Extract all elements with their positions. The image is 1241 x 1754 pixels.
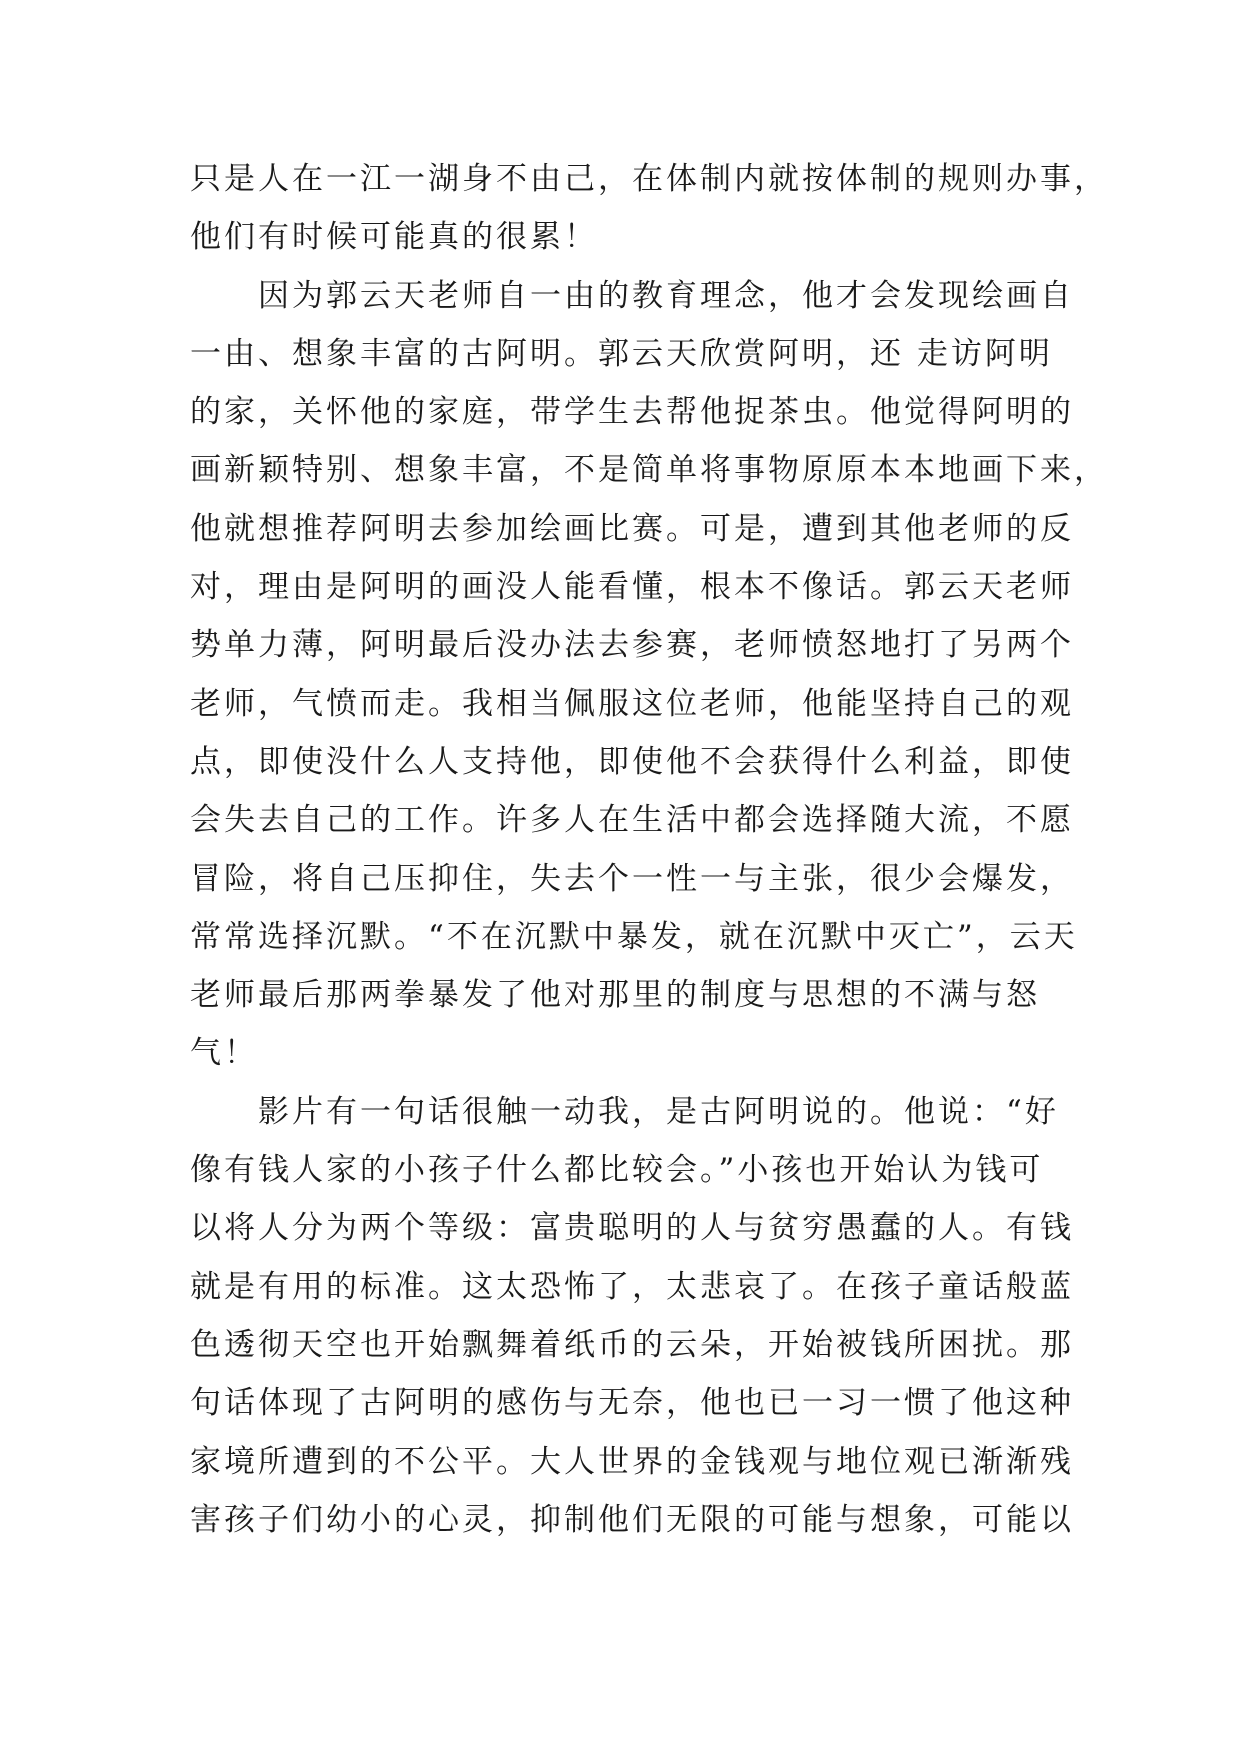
text-line: 的家，关怀他的家庭，带学生去帮他捉茶虫。他觉得阿明的 — [190, 394, 1074, 431]
text-line: 家境所遭到的不公平。大人世界的金钱观与地位观已渐渐残 — [190, 1443, 1074, 1480]
text-line: 对，理由是阿明的画没人能看懂，根本不像话。郭云天老师 — [190, 569, 1074, 606]
document-body — [190, 150, 1108, 1549]
text-line: 常常选择沉默。“不在沉默中暴发，就在沉默中灭亡”，云天 — [190, 918, 1078, 955]
text-line: 就是有用的标准。这太恐怖了，太悲哀了。在孩子童话般蓝 — [190, 1268, 1074, 1305]
text-line: 冒险，将自己压抑住，失去个一性一与主张，很少会爆发， — [190, 860, 1074, 897]
text-line: 势单力薄，阿明最后没办法去参赛，老师愤怒地打了另两个 — [190, 627, 1074, 664]
paragraph-first-line: 因为郭云天老师自一由的教育理念，他才会发现绘画自 — [258, 277, 1074, 314]
text-line: 他就想推荐阿明去参加绘画比赛。可是，遭到其他老师的反 — [190, 510, 1074, 547]
text-line: 句话体现了古阿明的感伤与无奈，他也已一习一惯了他这种 — [190, 1385, 1074, 1422]
text-line: 只是人在一江一湖身不由己，在体制内就按体制的规则办事， — [190, 161, 1108, 197]
text-line: 一由、想象丰富的古阿明。郭云天欣赏阿明，还 走访阿明 — [190, 335, 1053, 372]
text-line: 害孩子们幼小的心灵，抑制他们无限的可能与想象，可能以 — [190, 1501, 1074, 1538]
text-line: 像有钱人家的小孩子什么都比较会。”小孩也开始认为钱可 — [190, 1152, 1044, 1189]
text-line: 以将人分为两个等级：富贵聪明的人与贫穷愚蠢的人。有钱 — [190, 1210, 1074, 1247]
text-line: 老师最后那两拳暴发了他对那里的制度与思想的不满与怒 — [190, 977, 1040, 1014]
text-line: 画新颖特别、想象丰富，不是简单将事物原原本本地画下来， — [190, 452, 1108, 489]
text-line: 色透彻天空也开始飘舞着纸币的云朵，开始被钱所困扰。那 — [190, 1326, 1074, 1363]
text-line: 老师，气愤而走。我相当佩服这位老师，他能坚持自己的观 — [190, 685, 1074, 722]
text-line: 点，即使没什么人支持他，即使他不会获得什么利益，即使 — [190, 743, 1074, 780]
text-line: 会失去自己的工作。许多人在生活中都会选择随大流，不愿 — [190, 802, 1074, 839]
text-line: 气！ — [190, 1035, 258, 1072]
paragraph-first-line: 影片有一句话很触一动我，是古阿明说的。他说：“好 — [258, 1093, 1059, 1130]
text-line: 他们有时候可能真的很累！ — [190, 219, 598, 256]
